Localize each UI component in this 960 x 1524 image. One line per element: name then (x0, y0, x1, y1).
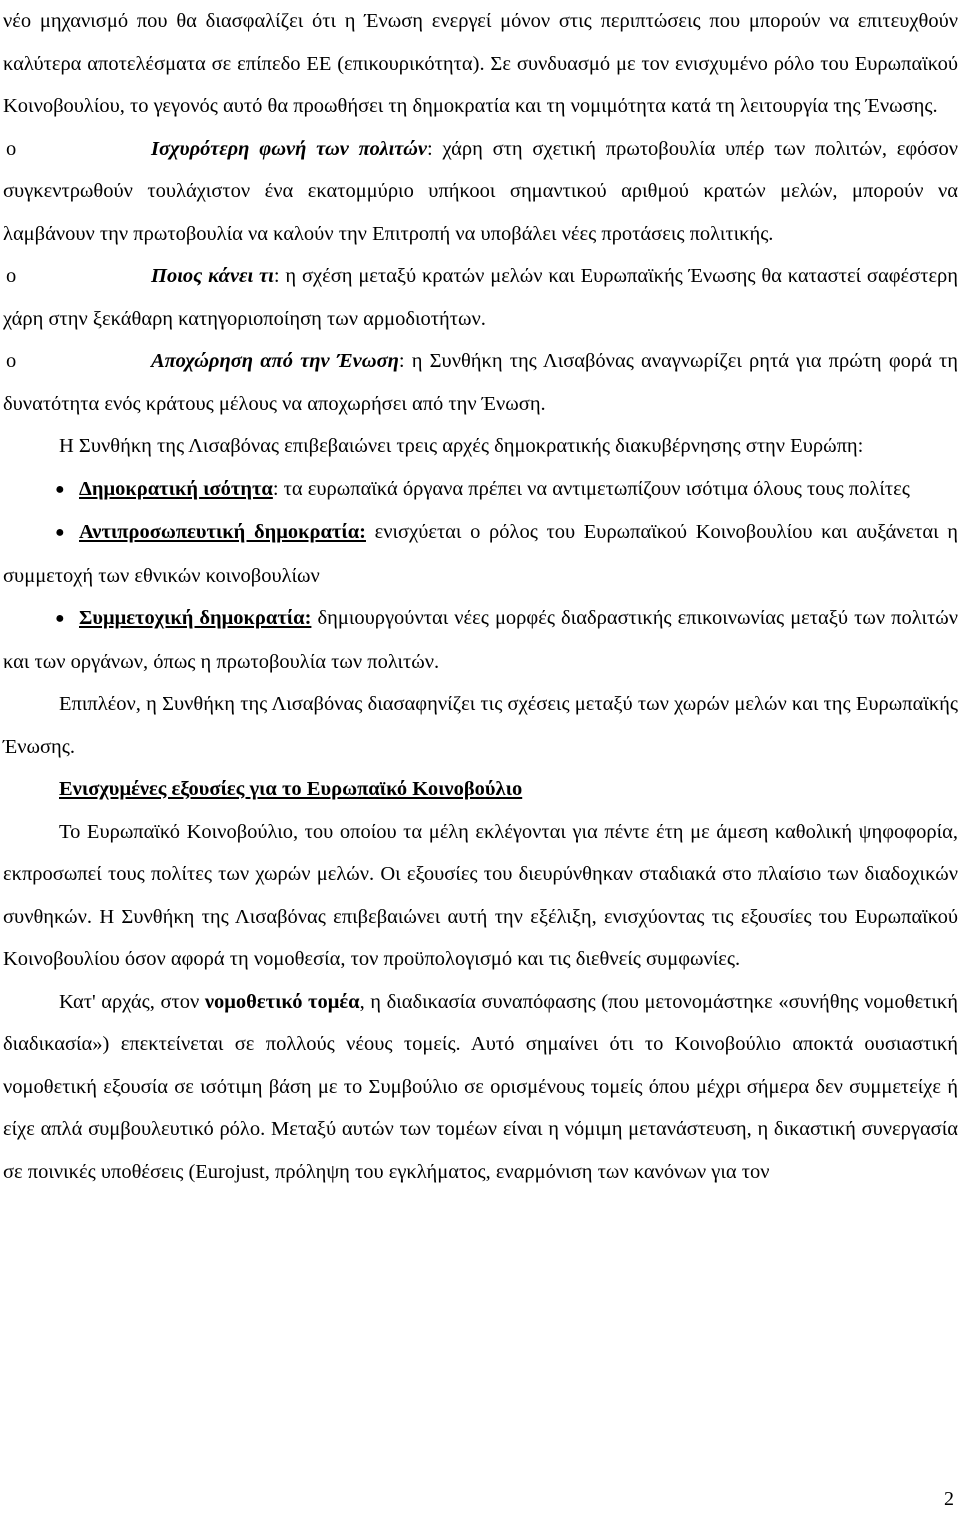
list-marker: o (6, 137, 17, 160)
bullet-representative-democracy (3, 511, 958, 597)
list-item-withdrawal (3, 340, 958, 425)
list-item-title: Ποιος κάνει τι (151, 265, 274, 287)
bullet-democratic-equality (3, 468, 958, 512)
intro-paragraph: νέο μηχανισμό που θα διασφαλίζει ότι η Ένωση ενεργεί μόνον στις περιπτώσεις που μπορούν να επιτευχθούν καλύτερα αποτελέσματα σε επίπεδο ΕΕ (επικουρικότητα). Σε συνδυασμό με τον ενισχυμένο ρόλο του Ευρωπαϊκού Κοινοβουλίου, το γεγονός αυτό θα προωθήσει τη δημοκρατία και τη νομιμότητα κατά τη λειτουργία της Ένωσης. (3, 10, 958, 117)
list-item-title: Ισχυρότερη φωνή των πολιτών (151, 137, 427, 160)
document-page (3, 0, 958, 1193)
list-marker: o (6, 350, 17, 372)
bullet-icon: ● (55, 480, 65, 498)
list-item-title: Αποχώρηση από την Ένωση (151, 350, 399, 372)
bullet-icon: ● (55, 524, 65, 541)
parliament-paragraph: Το Ευρωπαϊκό Κοινοβούλιο, του οποίου τα μέλη εκλέγονται για πέντε έτη με άμεση καθολική ψηφοφορία, εκπροσωπεί τους πολίτες των χωρών μελών. Οι εξουσίες του διευρύνθηκαν σταδιακά στο πλαίσιο των διαδοχικών συνθηκών. Η Συνθήκη της Λισαβόνας επιβεβαιώνει αυτή την εξέλιξη, ενισχύοντας τις εξουσίες του Ευρωπαϊκού Κοινοβουλίου όσον αφορά τη νομοθεσία, τον προϋπολογισμό και τις διεθνείς συμφωνίες. (3, 820, 958, 970)
bullet-title: Συμμετοχική δημοκρατία: (79, 607, 312, 629)
bullet-icon: ● (55, 610, 65, 627)
section-heading: Ενισχυμένες εξουσίες για το Ευρωπαϊκό Κοινοβούλιο (59, 778, 523, 800)
legislative-text-before: Κατ' αρχάς, στον (59, 990, 205, 1013)
list-item-text: : η σχέση μεταξύ κρατών μελών και Ευρωπαϊκής Ένωσης θα καταστεί σαφέστερη χάρη στην ξεκάθαρη κατηγοριοποίηση των αρμοδιοτήτων. (3, 265, 958, 330)
list-item-who-does-what (3, 255, 958, 340)
legislative-paragraph (3, 981, 958, 1194)
page-number: 2 (944, 1488, 954, 1510)
bullet-participatory-democracy (3, 597, 958, 683)
furthermore-paragraph: Επιπλέον, η Συνθήκη της Λισαβόνας διασαφηνίζει τις σχέσεις μεταξύ των χωρών μελών και της Ευρωπαϊκής Ένωσης. (3, 693, 958, 758)
bullet-text: ενισχύεται ο ρόλος του Ευρωπαϊκού Κοινοβουλίου και αυξάνεται η συμμετοχή των εθνικών κοινοβουλίων (3, 521, 958, 587)
list-item-citizens-voice (3, 128, 958, 256)
legislative-text-bold: νομοθετικό τομέα (204, 990, 360, 1013)
bullet-text: δημιουργούνται νέες μορφές διαδραστικής επικοινωνίας μεταξύ των πολιτών και των οργάνων, όπως η πρωτοβουλία των πολιτών. (3, 607, 958, 673)
bullet-title: Δημοκρατική ισότητα (79, 477, 273, 500)
principles-intro-paragraph: Η Συνθήκη της Λισαβόνας επιβεβαιώνει τρεις αρχές δημοκρατικής διακυβέρνησης στην Ευρώπη: (59, 435, 864, 457)
list-item-text: : η Συνθήκη της Λισαβόνας αναγνωρίζει ρητά για πρώτη φορά τη δυνατότητα ενός κράτους μέλους να αποχωρήσει από την Ένωση. (3, 350, 958, 415)
list-marker: o (6, 265, 17, 287)
bullet-title: Αντιπροσωπευτική δημοκρατία: (79, 521, 366, 543)
list-item-text: : χάρη στη σχετική πρωτοβουλία υπέρ των πολιτών, εφόσον συγκεντρωθούν τουλάχιστον ένα εκατομμύριο υπήκοοι σημαντικού αριθμού κρατών μελών, μπορούν να λαμβάνουν την πρωτοβουλία να καλούν την Επιτροπή να υποβάλει νέες προτάσεις πολιτικής. (3, 137, 958, 245)
bullet-text: : τα ευρωπαϊκά όργανα πρέπει να αντιμετωπίζουν ισότιμα όλους τους πολίτες (272, 477, 910, 500)
legislative-text-after: , η διαδικασία συναπόφασης (που μετονομάστηκε «συνήθης νομοθετική διαδικασία») επεκτείνεται σε πολλούς νέους τομείς. Αυτό σημαίνει ότι το Κοινοβούλιο αποκτά ουσιαστική νομοθετική εξουσία σε ισότιμη βάση με το Συμβούλιο σε ορισμένους τομείς όπου μέχρι σήμερα δεν συμμετείχε ή είχε απλά συμβουλευτικό ρόλο. Μεταξύ αυτών των τομέων είναι η νόμιμη μετανάστευση, η δικαστική συνεργασία σε ποινικές υποθέσεις (Eurojust, πρόληψη του εγκλήματος, εναρμόνιση των κανόνων για τον (3, 990, 958, 1183)
